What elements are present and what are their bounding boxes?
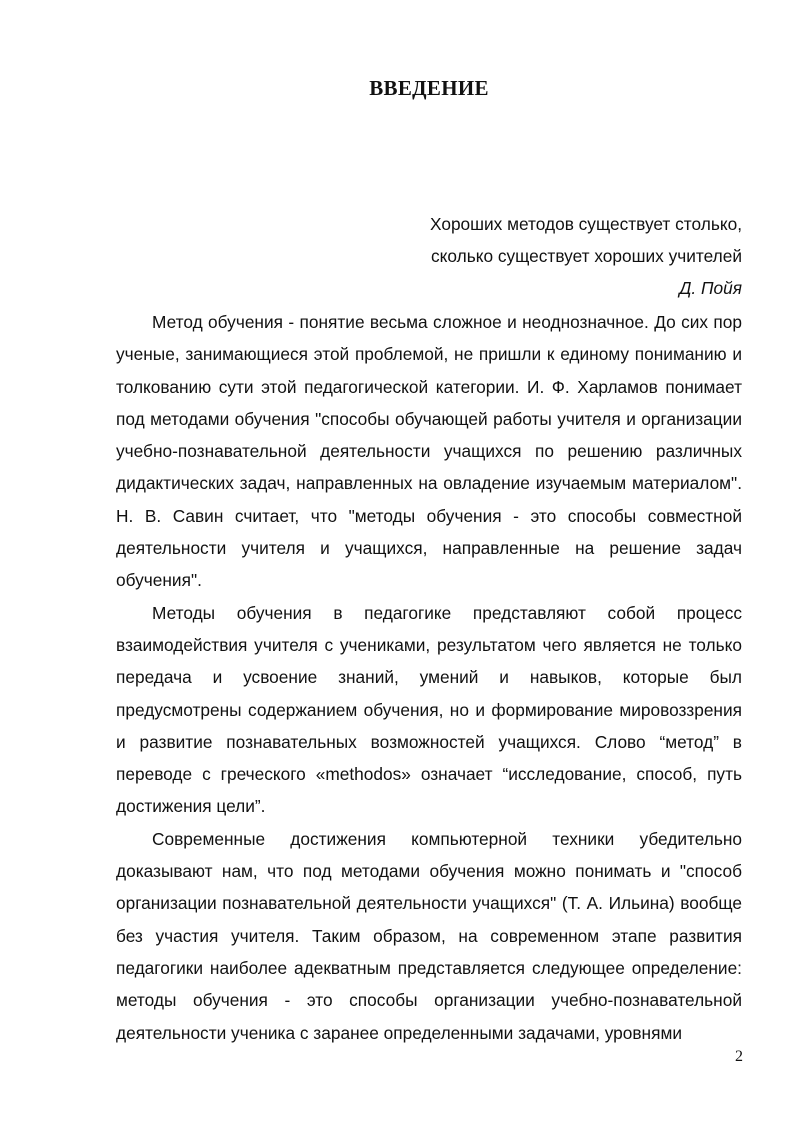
epigraph-line-2: сколько существует хороших учителей: [431, 246, 742, 266]
epigraph-author: Д. Пойя: [679, 278, 742, 298]
paragraph: Методы обучения в педагогике представляют собой процесс взаимодействия учителя с учениками, результатом чего является не только передача и усвоение знаний, умений и навыков, которые был предусмотрены содержанием обучения, но и формирование мировоззрения и развитие познавательных возможностей учащихся. Слово “метод” в переводе с греческого «methodos» означает “исследование, способ, путь достижения цели”.: [116, 602, 742, 817]
page-heading: ВВЕДЕНИЕ: [369, 76, 489, 100]
paragraph: Современные достижения компьютерной техники убедительно доказывают нам, что под методами обучения можно понимать и "способ организации познавательной деятельности учащихся" (Т. А. Ильина) вообще без участия учителя. Таким образом, на современном этапе развития педагогики наиболее адекватным представляется следующее определение: методы обучения - это способы организации учебно-познавательной деятельности ученика с заранее определенными задачами, уровнями: [116, 828, 742, 1043]
page-number: 2: [735, 1048, 743, 1065]
paragraph: Метод обучения - понятие весьма сложное и неоднозначное. До сих пор ученые, занимающиеся этой проблемой, не пришли к единому пониманию и толкованию сути этой педагогической категории. И. Ф. Харламов понимает под методами обучения "способы обучающей работы учителя и организации учебно-познавательной деятельности учащихся по решению различных дидактических задач, направленных на овладение изучаемым материалом". Н. В. Савин считает, что "методы обучения - это способы совместной деятельности учителя и учащихся, направленные на решение задач обучения".: [116, 312, 742, 591]
epigraph-line-1: Хороших методов существует столько,: [430, 214, 742, 234]
epigraph: [430, 208, 742, 304]
body-text: [116, 306, 742, 1049]
